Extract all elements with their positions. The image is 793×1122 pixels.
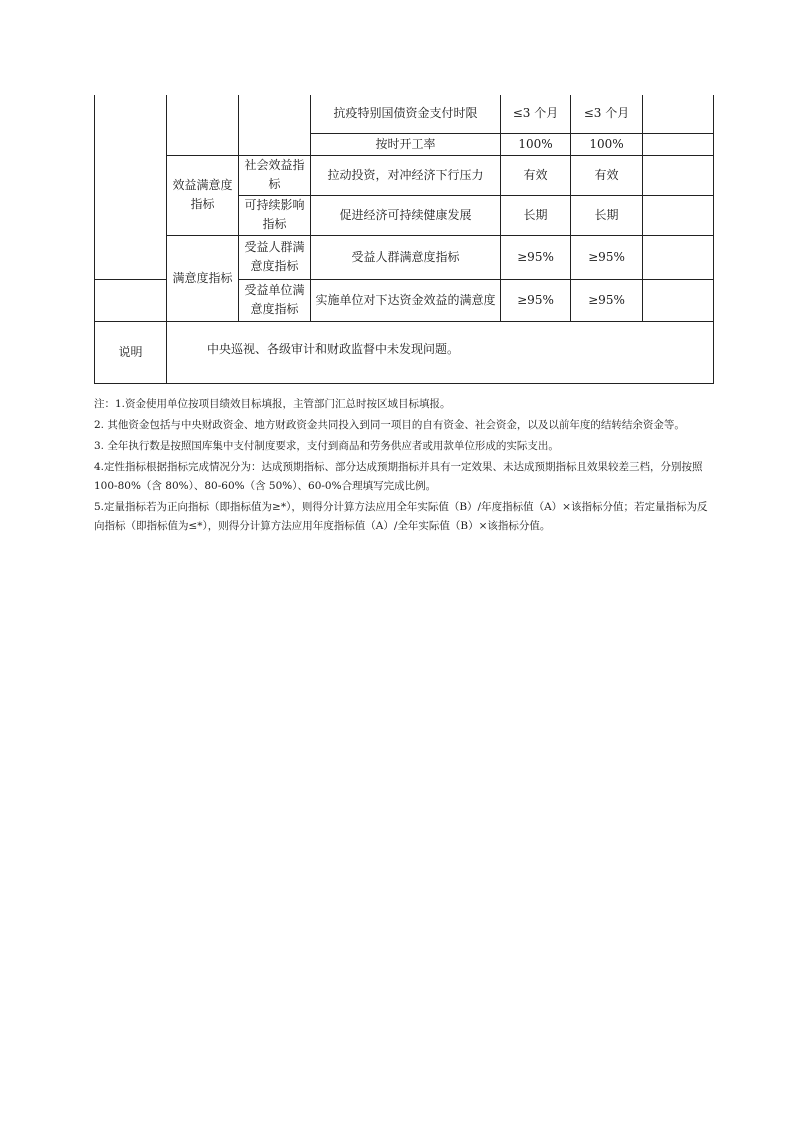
note-3: 3. 全年执行数是按照国库集中支付制度要求，支付到商品和劳务供应者或用款单位形成的实际支出。	[94, 440, 559, 452]
actual-cell: ≤3 个月	[571, 95, 643, 133]
explanation-row	[95, 321, 714, 383]
left-blank-cell	[95, 279, 167, 321]
target-cell: 长期	[501, 195, 571, 235]
target-cell: 100%	[501, 133, 571, 155]
table-row	[95, 95, 714, 133]
target-cell: ≥95%	[501, 235, 571, 279]
note-1: 注：1.资金使用单位按项目绩效目标填报，主管部门汇总时按区域目标填报。	[94, 398, 451, 410]
benefit-category-cell: 效益满意度指标	[167, 155, 239, 235]
actual-cell: ≥95%	[571, 279, 643, 321]
indicator-cell: 实施单位对下达资金效益的满意度	[311, 279, 501, 321]
indicator-cell: 按时开工率	[311, 133, 501, 155]
note-5: 5.定量指标若为正向指标（即指标值为≥*），则得分计算方法应用全年实际值（B）/年度指标值（A）×该指标分值；若定量指标为反向指标（即指标值为≤*），则得分计算方法应用年度指标值（A）/全年实际值（B）×该指标分值。	[94, 501, 708, 532]
actual-cell: 长期	[571, 195, 643, 235]
blank-category-cell	[167, 95, 239, 155]
table-row	[95, 235, 714, 279]
actual-cell: 100%	[571, 133, 643, 155]
explanation-label: 说明	[95, 321, 167, 383]
blank-cell	[643, 235, 714, 279]
indicator-cell: 抗疫特别国债资金支付时限	[311, 95, 501, 133]
blank-cell	[643, 279, 714, 321]
blank-cell	[643, 133, 714, 155]
table-row	[95, 155, 714, 195]
subcategory-cell: 受益人群满意度指标	[239, 235, 311, 279]
subcategory-cell: 社会效益指标	[239, 155, 311, 195]
target-cell: 有效	[501, 155, 571, 195]
target-cell: ≤3 个月	[501, 95, 571, 133]
blank-cell	[643, 155, 714, 195]
left-blank-cell	[95, 95, 167, 279]
indicator-cell: 受益人群满意度指标	[311, 235, 501, 279]
subcategory-cell: 可持续影响指标	[239, 195, 311, 235]
subcategory-cell: 受益单位满意度指标	[239, 279, 311, 321]
target-cell: ≥95%	[501, 279, 571, 321]
satisfaction-category-cell: 满意度指标	[167, 235, 239, 321]
indicator-cell: 促进经济可持续健康发展	[311, 195, 501, 235]
blank-cell	[643, 95, 714, 133]
actual-cell: 有效	[571, 155, 643, 195]
indicator-cell: 拉动投资，对冲经济下行压力	[311, 155, 501, 195]
note-2: 2. 其他资金包括与中央财政资金、地方财政资金共同投入到同一项目的自有资金、社会资金，以及以前年度的结转结余资金等。	[94, 419, 685, 431]
blank-subcategory-cell	[239, 95, 311, 155]
note-4: 4.定性指标根据指标完成情况分为：达成预期指标、部分达成预期指标并具有一定效果、未达成预期指标且效果较差三档，分别按照 100-80%（含 80%）、80-60%（含 50%）、60-0%合理填写完成比例。	[94, 461, 703, 492]
blank-cell	[643, 195, 714, 235]
footnotes	[94, 395, 716, 538]
explanation-text: 中央巡视、各级审计和财政监督中未发现问题。	[167, 321, 714, 383]
actual-cell: ≥95%	[571, 235, 643, 279]
performance-table	[94, 95, 714, 384]
